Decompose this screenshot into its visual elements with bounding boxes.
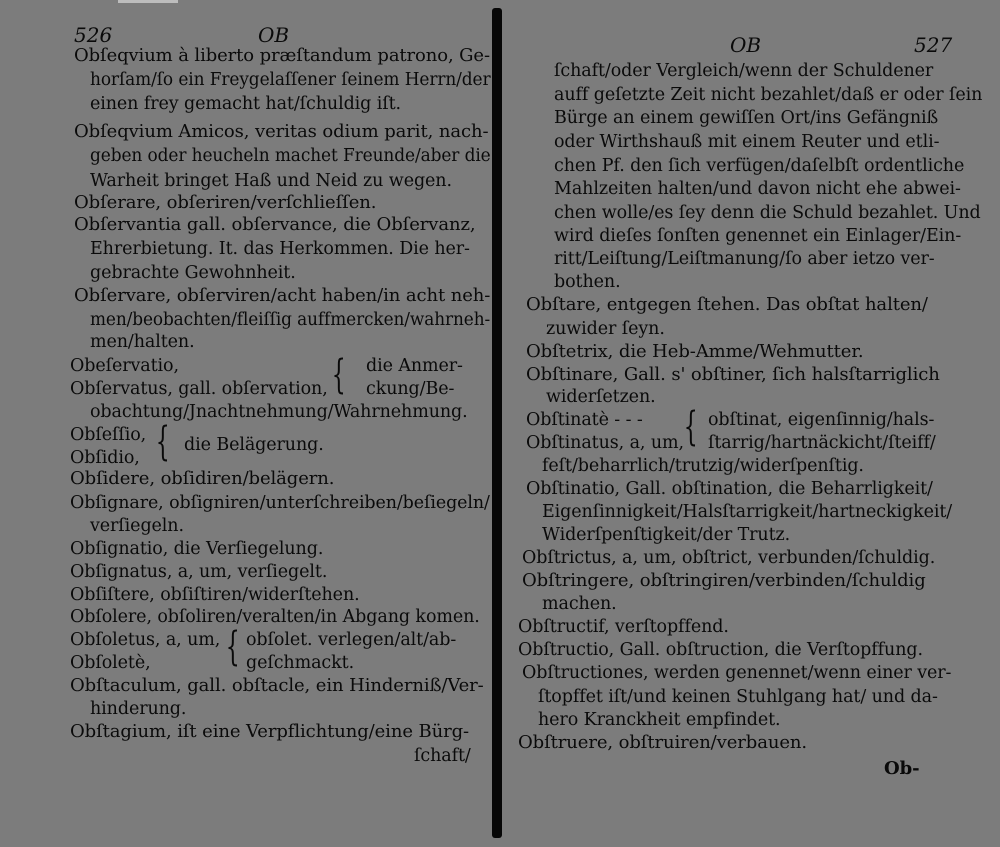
brace-mark: {	[683, 404, 698, 450]
left-line: men/halten.	[90, 332, 195, 352]
right-line: auff geſetzte Zeit nicht bezahlet/daß er oder ſein	[554, 85, 983, 105]
right-line: oder Wirthshauß mit einem Reuter und etli-	[554, 132, 940, 152]
left-line: Obſeſſio,	[70, 425, 147, 445]
left-line: hinderung.	[90, 699, 187, 719]
left-line: geſchmackt.	[246, 653, 355, 673]
left-line: Ehrerbietung. It. das Herkommen. Die her-	[90, 239, 470, 259]
left-line: ckung/Be-	[366, 379, 455, 399]
right-line: Obſtinatio, Gall. obſtination, die Beharrligkeit/	[526, 479, 933, 499]
left-catchword: ſchaft/	[414, 746, 471, 766]
right-line: machen.	[542, 594, 617, 614]
right-line: feſt/beharrlich/trutzig/widerſpenſtig.	[542, 456, 864, 476]
right-line: wird dieſes ſonſten genennet ein Einlager/Ein-	[554, 226, 962, 246]
right-page-number: 527	[914, 33, 953, 57]
left-line: Obſoletè,	[70, 653, 151, 673]
right-line: ritt/Leiſtung/Leiſtmanung/ſo aber ietzo ver-	[554, 249, 935, 269]
right-line: Obſtructif, verſtopffend.	[518, 617, 729, 637]
right-line: hero Kranckheit empfindet.	[538, 710, 781, 730]
left-line: Obſervatus, gall. obſervation,	[70, 379, 328, 399]
left-line: die Belägerung.	[184, 435, 324, 455]
left-line: Obſtagium, iſt eine Verpflichtung/eine Bürg-	[70, 721, 470, 742]
left-line: Obſerare, obſeriren/verſchlieſſen.	[74, 192, 377, 213]
right-line: Obſtetrix, die Heb-Amme/Wehmutter.	[526, 341, 864, 362]
left-line: Obſignatio, die Verſiegelung.	[70, 539, 324, 559]
right-line: Obſtructiones, werden genennet/wenn einer ver-	[522, 663, 952, 683]
left-line: Obſignare, obſigniren/unterſchreiben/beſiegeln/	[70, 492, 490, 513]
left-page	[0, 0, 496, 847]
right-line: Obſtringere, obſtringiren/verbinden/ſchuldig	[522, 570, 926, 591]
left-line: Obſtaculum, gall. obſtacle, ein Hinderniß/Ver-	[70, 675, 484, 696]
right-line: Obſtinatè - - -	[526, 410, 643, 430]
brace-mark: {	[155, 419, 170, 465]
right-line: ſchaft/oder Vergleich/wenn der Schuldener	[554, 61, 934, 81]
left-line: horſam/ſo ein Freygelaſſener ſeinem Herrn/der	[90, 70, 491, 90]
left-line: Obſidere, obſidiren/belägern.	[70, 468, 335, 489]
right-line: Obſtinatus, a, um,	[526, 433, 684, 453]
right-line: Mahlzeiten halten/und davon nicht ehe abwei-	[554, 179, 961, 199]
left-line: die Anmer-	[366, 356, 463, 376]
right-line: Eigenſinnigkeit/Halsſtarrigkeit/hartneckigkeit/	[542, 502, 953, 522]
left-line: obachtung/Jnachtnehmung/Wahrnehmung.	[90, 402, 468, 422]
left-line: Obſervare, obſerviren/acht haben/in acht neh-	[74, 285, 491, 306]
right-line: Obſtruere, obſtruiren/verbauen.	[518, 732, 807, 753]
left-line: Obſeqvium à liberto præſtandum patrono, Ge-	[74, 45, 490, 66]
right-line: Obſtrictus, a, um, obſtrict, verbunden/ſchuldig.	[522, 548, 936, 568]
left-page-header: OB	[258, 23, 290, 47]
right-line: Obſtare, entgegen ſtehen. Das obſtat halten/	[526, 294, 928, 315]
right-line: ſtarrig/hartnäckicht/ſteiff/	[708, 433, 936, 453]
right-line: chen wolle/es ſey denn die Schuld bezahlet. Und	[554, 203, 981, 223]
left-line: obſolet. verlegen/alt/ab-	[246, 630, 457, 650]
left-line: Obſolere, obſoliren/veralten/in Abgang komen.	[70, 607, 480, 627]
right-line: Obſtinare, Gall. s' obſtiner, ſich halsſtarriglich	[526, 364, 940, 385]
right-page-header: OB	[730, 33, 762, 57]
right-line: obſtinat, eigenſinnig/hals-	[708, 410, 935, 430]
brace-mark: {	[331, 352, 346, 398]
left-line: Obſidio,	[70, 448, 140, 468]
left-line: geben oder heucheln machet Freunde/aber die	[90, 146, 491, 166]
left-page-number: 526	[74, 23, 113, 47]
left-line: Obſoletus, a, um,	[70, 630, 221, 650]
right-line: bothen.	[554, 272, 621, 292]
right-line: Bürge an einem gewiſſen Ort/ins Gefängniß	[554, 108, 939, 128]
left-line: Obſignatus, a, um, verſiegelt.	[70, 562, 328, 582]
left-line: einen frey gemacht hat/ſchuldig iſt.	[90, 94, 401, 114]
right-catchword: Ob-	[884, 758, 920, 779]
left-line: men/beobachten/fleiſſig auffmercken/wahrneh-	[90, 310, 491, 330]
left-line: verſiegeln.	[90, 516, 184, 536]
right-line: ſtopffet iſt/und keinen Stuhlgang hat/ und da-	[538, 687, 938, 707]
left-line: Warheit bringet Haß und Neid zu wegen.	[90, 171, 452, 191]
left-line: Obſervantia gall. obſervance, die Obſervanz,	[74, 214, 476, 235]
left-line: gebrachte Gewohnheit.	[90, 263, 296, 283]
book-spine	[492, 8, 502, 838]
left-line: Obeſervatio,	[70, 356, 179, 376]
right-line: widerſetzen.	[546, 387, 656, 407]
right-line: Obſtructio, Gall. obſtruction, die Verſtopffung.	[518, 640, 923, 660]
right-page	[506, 0, 1000, 847]
right-line: chen Pf. den ſich verfügen/daſelbſt ordentliche	[554, 156, 965, 176]
left-line: Obſiſtere, obſiſtiren/widerſtehen.	[70, 585, 360, 605]
right-line: zuwider ſeyn.	[546, 319, 665, 339]
right-line: Widerſpenſtigkeit/der Trutz.	[542, 525, 791, 545]
brace-mark: {	[225, 624, 240, 670]
left-line: Obſeqvium Amicos, veritas odium parit, nach-	[74, 121, 489, 142]
